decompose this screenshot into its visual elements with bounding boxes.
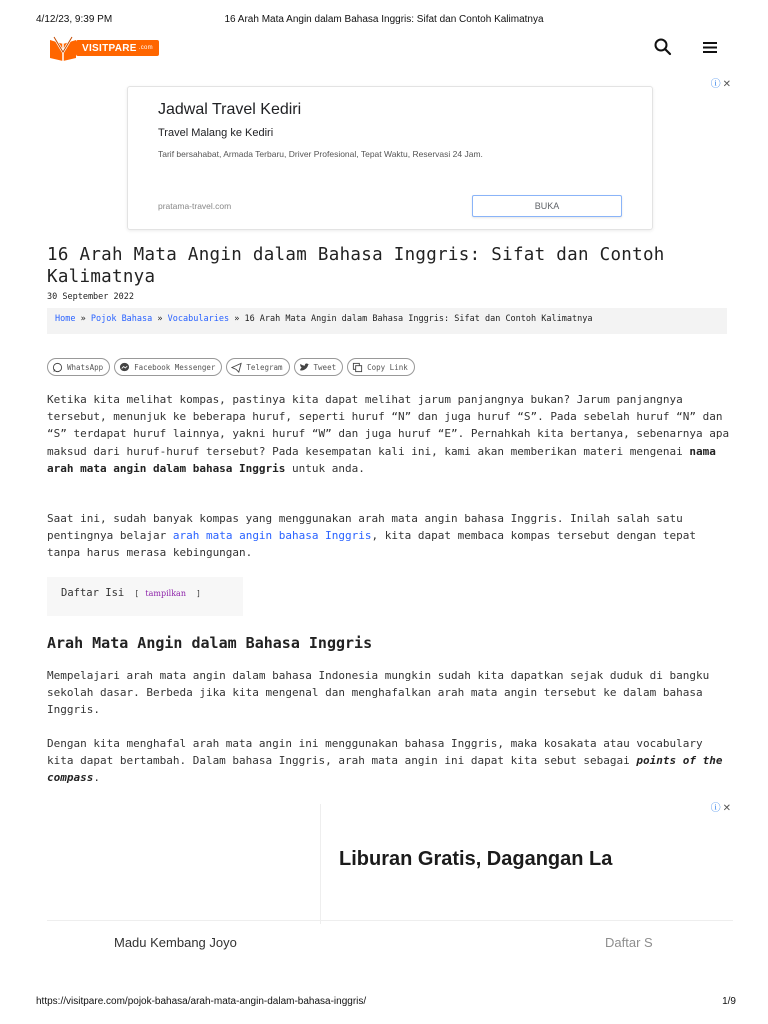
ad-banner-top[interactable] (47, 76, 733, 236)
share-telegram-button[interactable]: Telegram (226, 358, 289, 376)
share-copy-link-button[interactable]: Copy Link (347, 358, 415, 376)
breadcrumb (47, 308, 727, 334)
ad-headline[interactable]: Liburan Gratis, Dagangan La (339, 848, 613, 870)
print-doc-title: 16 Arah Mata Angin dalam Bahasa Inggris: Sifat dan Contoh Kalimatnya (224, 14, 544, 25)
ad-cta-button[interactable]: Daftar S (605, 935, 653, 950)
section-heading: Arah Mata Angin dalam Bahasa Inggris (47, 634, 373, 652)
site-header (36, 30, 732, 64)
toc-title: Daftar Isi (61, 587, 125, 599)
share-buttons (47, 358, 415, 378)
ad-open-button[interactable]: BUKA (472, 195, 622, 217)
article-paragraph-1: Ketika kita melihat kompas, pastinya kita dapat melihat jarum panjangnya bukan? Jarum panjangnya tersebut, menunjuk ke beberapa huruf, seperti huruf “N” dan juga huruf “S”. Pada sebelah huruf “N” dan “S” terdapat huruf lainnya, yakni huruf “W” dan juga huruf “E”. Pernahkah kita bertanya, sebenarnya apa maksud dari huruf-huruf tersebut? Pada kesempatan kali ini, kami akan memberikan materi mengenai nama arah mata angin dalam bahasa Inggris untuk anda. (47, 393, 730, 475)
article-title: 16 Arah Mata Angin dalam Bahasa Inggris: Sifat dan Contoh Kalimatnya (47, 245, 665, 287)
keyword-italic: points of the compass (47, 754, 723, 785)
ad-domain: pratama-travel.com (158, 201, 232, 211)
ad-description: Tarif bersahabat, Armada Terbaru, Driver Profesional, Tepat Waktu, Reservasi 24 Jam. (158, 149, 483, 159)
keyword-bold: nama arah mata angin dalam bahasa Inggris (47, 444, 716, 475)
share-whatsapp-button[interactable]: WhatsApp (47, 358, 110, 376)
toc-bracket-open: [ (134, 589, 140, 598)
print-datetime: 4/12/23, 9:39 PM (36, 14, 113, 25)
adchoices-icon[interactable]: ⓘ (710, 803, 721, 814)
search-icon[interactable] (652, 36, 674, 58)
whatsapp-icon (52, 362, 63, 373)
breadcrumb-pojok-bahasa[interactable]: Pojok Bahasa (90, 314, 153, 324)
ad-subtitle: Travel Malang ke Kediri (158, 127, 274, 139)
share-messenger-button[interactable]: Facebook Messenger (114, 358, 222, 376)
breadcrumb-home[interactable]: Home (55, 314, 76, 324)
ad-close-icon[interactable]: ✕ (722, 803, 731, 814)
toc-bracket-close: ] (196, 589, 201, 598)
ad-title[interactable]: Jadwal Travel Kediri (158, 101, 302, 118)
ad-card[interactable] (127, 86, 653, 230)
ad-banner-bottom[interactable] (47, 800, 733, 970)
logo-wordmark: VISITPARE .com (76, 40, 159, 56)
article-date: 30 September 2022 (47, 292, 134, 302)
ad-close-icon[interactable]: ✕ (722, 79, 731, 90)
print-footer (0, 996, 768, 1010)
logo-book-icon (48, 34, 78, 62)
print-page-number: 1/9 (722, 996, 736, 1007)
twitter-icon (299, 362, 310, 373)
ad-brand-name[interactable]: Madu Kembang Joyo (114, 935, 237, 950)
ad-image-area[interactable] (47, 804, 321, 924)
print-url: https://visitpare.com/pojok-bahasa/arah-mata-angin-dalam-bahasa-inggris/ (36, 996, 367, 1007)
breadcrumb-vocabularies[interactable]: Vocabularies (167, 314, 230, 324)
share-twitter-button[interactable]: Tweet (294, 358, 344, 376)
ad-choices[interactable] (711, 799, 731, 814)
copy-icon (352, 362, 363, 373)
breadcrumb-separator: » (157, 314, 163, 324)
adchoices-icon[interactable]: ⓘ (710, 79, 721, 90)
breadcrumb-separator: » (234, 314, 240, 324)
site-logo[interactable] (48, 34, 159, 62)
print-header (0, 14, 768, 28)
article-paragraph-4: Dengan kita menghafal arah mata angin ini menggunakan bahasa Inggris, maka kosakata atau vocabulary kita dapat bertambah. Dalam bahasa Inggris, arah mata angin ini dapat kita sebut sebagai points of the compass. (47, 737, 723, 785)
toc-toggle-link[interactable]: tampilkan (145, 589, 186, 598)
ad-choices[interactable] (711, 75, 731, 90)
telegram-icon (231, 362, 242, 373)
messenger-icon (119, 362, 130, 373)
inline-link-arah-mata-angin[interactable]: arah mata angin bahasa Inggris (172, 529, 372, 543)
hamburger-menu-icon[interactable] (699, 36, 721, 58)
article-paragraph-3: Mempelajari arah mata angin dalam bahasa Indonesia mungkin sudah kita dapatkan sejak duduk di bangku sekolah dasar. Berbeda jika kita mengenal dan menghafalkan arah mata angin tersebut ke dalam bahasa Inggris. (47, 669, 710, 717)
table-of-contents (47, 577, 243, 616)
breadcrumb-separator: » (80, 314, 86, 324)
breadcrumb-current: 16 Arah Mata Angin dalam Bahasa Inggris: Sifat dan Contoh Kalimatnya (244, 314, 593, 324)
ad-headline-area[interactable] (321, 804, 613, 918)
article-paragraph-2: Saat ini, sudah banyak kompas yang menggunakan arah mata angin bahasa Inggris. Inilah salah satu pentingnya belajar arah mata angin bahasa Inggris, kita dapat membaca kompas tersebut dengan tepat tanpa harus merasa kebingungan. (47, 512, 697, 560)
